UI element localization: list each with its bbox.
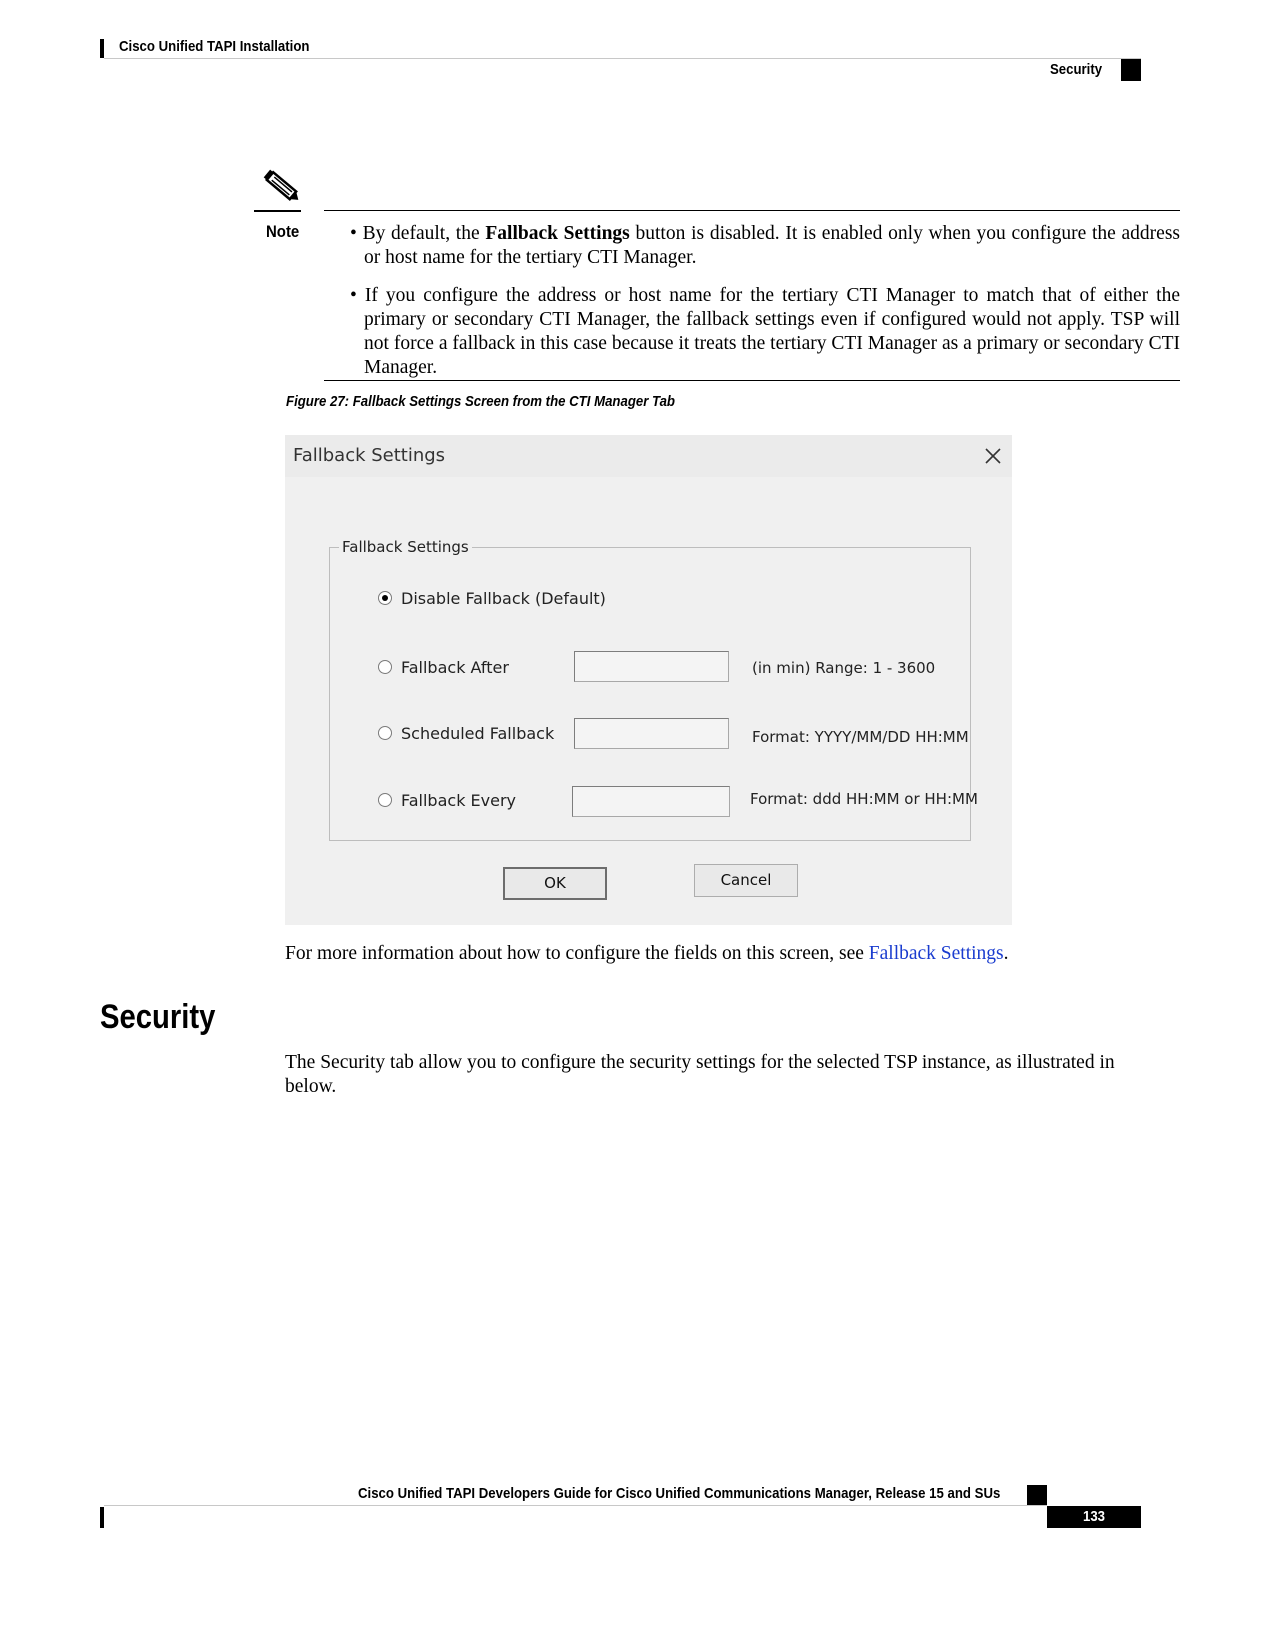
note-top-rule bbox=[324, 210, 1180, 211]
scheduled-fallback-hint: Format: YYYY/MM/DD HH:MM bbox=[752, 728, 969, 746]
footer-left-bar bbox=[100, 1507, 104, 1528]
header-left-bar bbox=[100, 39, 104, 58]
figure-caption: Figure 27: Fallback Settings Screen from the CTI Manager Tab bbox=[286, 393, 676, 410]
bullet-glyph: • bbox=[350, 223, 363, 244]
fallback-every-label: Fallback Every bbox=[401, 791, 517, 810]
note-bullet-1: • By default, the Fallback Settings button is disabled. It is enabled only when you configure the address or host name for the tertiary CTI Manager. bbox=[350, 223, 1180, 268]
scheduled-fallback-radio[interactable] bbox=[378, 726, 392, 740]
header-rule bbox=[104, 58, 1141, 59]
section-body: The Security tab allow you to configure the security settings for the selected TSP instance, as illustrated in below. bbox=[285, 1052, 1115, 1097]
groupbox-label: Fallback Settings bbox=[339, 538, 472, 556]
header-section-block bbox=[1121, 59, 1141, 81]
cancel-button[interactable]: Cancel bbox=[694, 864, 798, 897]
fallback-every-hint: Format: ddd HH:MM or HH:MM bbox=[750, 790, 978, 808]
header-section-title: Security bbox=[1050, 61, 1103, 78]
page-number-box bbox=[1047, 1506, 1141, 1528]
scheduled-fallback-label: Scheduled Fallback bbox=[401, 724, 555, 743]
fallback-settings-dialog bbox=[285, 435, 1012, 925]
footer-guide-title: Cisco Unified TAPI Developers Guide for Cisco Unified Communications Manager, Release 15 and SUs bbox=[358, 1485, 1001, 1502]
radio-selected-dot bbox=[382, 595, 388, 601]
footer-block bbox=[1027, 1485, 1047, 1505]
bullet-glyph: • bbox=[350, 285, 365, 306]
disable-fallback-radio[interactable] bbox=[378, 591, 392, 605]
more-info-paragraph: For more information about how to configure the fields on this screen, see Fallback Settings. bbox=[285, 943, 1009, 964]
note-bottom-rule bbox=[324, 380, 1180, 381]
note-icon-rule bbox=[254, 210, 301, 212]
section-heading: Security bbox=[100, 998, 216, 1036]
disable-fallback-label: Disable Fallback (Default) bbox=[401, 589, 606, 608]
dialog-title: Fallback Settings bbox=[293, 445, 446, 466]
fallback-after-radio[interactable] bbox=[378, 660, 392, 674]
fallback-every-input[interactable] bbox=[572, 786, 730, 817]
page-number: 133 bbox=[1083, 1508, 1106, 1525]
close-icon[interactable] bbox=[983, 446, 1003, 466]
pencil-icon bbox=[262, 168, 304, 206]
fallback-every-radio[interactable] bbox=[378, 793, 392, 807]
fallback-after-label: Fallback After bbox=[401, 658, 509, 677]
note-bullet-2: • If you configure the address or host name for the tertiary CTI Manager to match that of either the primary or secondary CTI Manager, the fallback settings even if configured would not apply. TSP will not force a fallback in this case because it treats the tertiary CTI Manager as a primary or secondary CTI Manager. bbox=[350, 285, 1181, 378]
footer-rule bbox=[104, 1505, 1047, 1506]
fallback-after-input[interactable] bbox=[574, 651, 729, 682]
fallback-after-hint: (in min) Range: 1 - 3600 bbox=[752, 659, 936, 677]
header-chapter-title: Cisco Unified TAPI Installation bbox=[119, 38, 310, 55]
ok-button[interactable]: OK bbox=[503, 867, 607, 900]
scheduled-fallback-input[interactable] bbox=[574, 718, 729, 749]
fallback-settings-link[interactable]: Fallback Settings bbox=[868, 943, 1004, 964]
fallback-settings-term: Fallback Settings bbox=[485, 223, 630, 244]
note-label: Note bbox=[266, 222, 300, 241]
